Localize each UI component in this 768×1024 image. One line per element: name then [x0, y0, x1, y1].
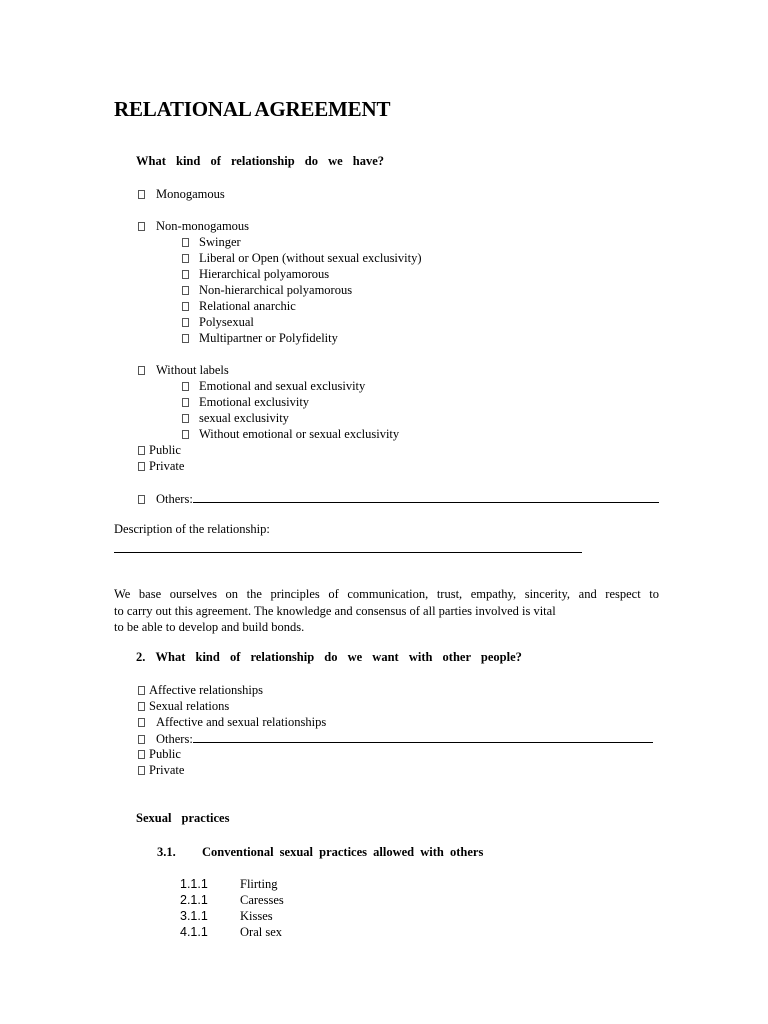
option-sexual-relations[interactable]: Sexual relations	[138, 698, 229, 714]
checkbox-icon[interactable]	[138, 222, 145, 231]
checkbox-icon[interactable]	[182, 302, 189, 311]
option-others-2[interactable]: Others:	[138, 730, 653, 747]
checkbox-icon[interactable]	[182, 398, 189, 407]
checkbox-icon[interactable]	[138, 686, 145, 695]
page-title: RELATIONAL AGREEMENT	[114, 97, 391, 121]
checkbox-icon[interactable]	[138, 750, 145, 759]
principles-paragraph: We base ourselves on the principles of communication, trust, empathy, sincerity, and respect to to carry out this agreement. The knowledge and consensus of all parties involved is vital to be able to develop and build bonds.	[114, 587, 659, 634]
option-monogamous[interactable]: Monogamous	[138, 186, 225, 202]
checkbox-icon[interactable]	[138, 446, 145, 455]
checkbox-icon[interactable]	[182, 254, 189, 263]
list-item[interactable]: Swinger	[182, 234, 422, 250]
checkbox-icon[interactable]	[138, 766, 145, 775]
checkbox-icon[interactable]	[138, 366, 145, 375]
list-item: 3.1.1 Kisses	[180, 909, 273, 923]
others-blank-line[interactable]	[193, 490, 659, 503]
checkbox-icon[interactable]	[138, 190, 145, 199]
checkbox-icon[interactable]	[182, 430, 189, 439]
list-item[interactable]: Liberal or Open (without sexual exclusivity)	[182, 250, 422, 266]
checkbox-icon[interactable]	[138, 702, 145, 711]
list-item[interactable]: Polysexual	[182, 314, 422, 330]
list-item[interactable]: Multipartner or Polyfidelity	[182, 330, 422, 346]
checkbox-icon[interactable]	[182, 270, 189, 279]
list-item[interactable]: Emotional exclusivity	[182, 394, 399, 410]
checkbox-icon[interactable]	[138, 462, 145, 471]
list-item[interactable]: sexual exclusivity	[182, 410, 399, 426]
option-others[interactable]: Others:	[138, 490, 659, 507]
list-item[interactable]: Non-hierarchical polyamorous	[182, 282, 422, 298]
list-item[interactable]: Relational anarchic	[182, 298, 422, 314]
option-private[interactable]: Private	[138, 458, 184, 474]
list-item[interactable]: Hierarchical polyamorous	[182, 266, 422, 282]
checkbox-icon[interactable]	[182, 318, 189, 327]
option-non-monogamous[interactable]: Non-monogamous	[138, 218, 249, 234]
option-public-2[interactable]: Public	[138, 746, 181, 762]
checkbox-icon[interactable]	[138, 735, 145, 744]
description-blank-line[interactable]	[114, 540, 582, 553]
checkbox-icon[interactable]	[182, 286, 189, 295]
list-item: 1.1.1 Flirting	[180, 877, 278, 891]
checkbox-icon[interactable]	[138, 495, 145, 504]
non-monogamous-list	[182, 234, 422, 346]
list-item[interactable]: Emotional and sexual exclusivity	[182, 378, 399, 394]
checkbox-icon[interactable]	[182, 334, 189, 343]
section3-heading: Sexual practices	[136, 811, 230, 825]
description-label: Description of the relationship:	[114, 522, 270, 536]
practices-list	[180, 876, 284, 940]
checkbox-icon[interactable]	[182, 414, 189, 423]
checkbox-icon[interactable]	[182, 382, 189, 391]
without-labels-list	[182, 378, 399, 442]
section1-question: What kind of relationship do we have?	[136, 154, 385, 168]
option-without-labels[interactable]: Without labels	[138, 362, 229, 378]
list-item: 4.1.1 Oral sex	[180, 925, 282, 939]
list-item[interactable]: Without emotional or sexual exclusivity	[182, 426, 399, 442]
section2-question: 2. What kind of relationship do we want with other people?	[136, 650, 522, 664]
list-item: 2.1.1 Caresses	[180, 893, 284, 907]
checkbox-icon[interactable]	[138, 718, 145, 727]
others-blank-line[interactable]	[193, 730, 653, 743]
option-private-2[interactable]: Private	[138, 762, 184, 778]
option-affective-sexual[interactable]: Affective and sexual relationships	[138, 714, 326, 730]
option-affective[interactable]: Affective relationships	[138, 682, 263, 698]
section3-1-heading: 3.1. Conventional sexual practices allowed with others	[157, 845, 484, 859]
option-public[interactable]: Public	[138, 442, 181, 458]
checkbox-icon[interactable]	[182, 238, 189, 247]
